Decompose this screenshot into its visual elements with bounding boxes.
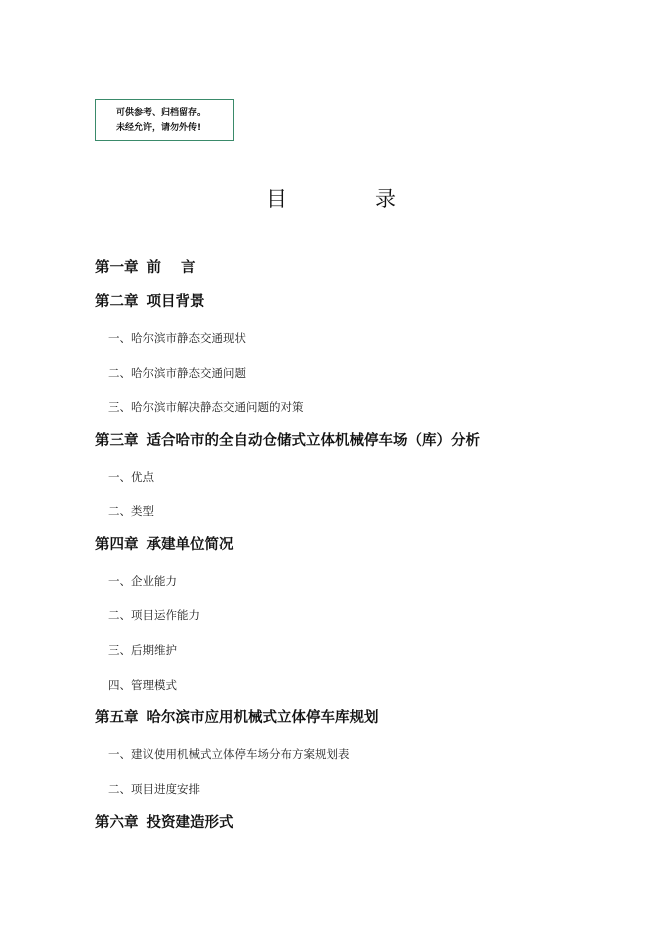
chapter-number: 第四章	[95, 537, 139, 553]
chapter-title: 项目背景	[146, 294, 205, 310]
toc-chapter-3[interactable]	[95, 431, 480, 451]
chapter-title: 投资建造形式	[146, 815, 234, 831]
toc-section-3-2[interactable]: 二、类型	[108, 504, 154, 518]
toc-section-4-3[interactable]: 三、后期维护	[108, 643, 177, 657]
toc-section-5-2[interactable]: 二、项目进度安排	[108, 782, 200, 796]
toc-section-2-2[interactable]: 二、哈尔滨市静态交通问题	[108, 366, 246, 380]
chapter-title: 哈尔滨市应用机械式立体停车库规划	[146, 710, 379, 726]
toc-section-2-1[interactable]: 一、哈尔滨市静态交通现状	[108, 331, 246, 345]
chapter-number: 第二章	[95, 294, 139, 310]
chapter-title-part-a: 前	[146, 260, 161, 276]
toc-section-5-1[interactable]: 一、建议使用机械式立体停车场分布方案规划表	[108, 747, 350, 761]
toc-section-4-1[interactable]: 一、企业能力	[108, 574, 177, 588]
toc-chapter-4[interactable]	[95, 535, 234, 555]
chapter-title-part-b: 言	[181, 260, 196, 276]
toc-chapter-6[interactable]	[95, 813, 234, 833]
chapter-number: 第五章	[95, 710, 139, 726]
toc-chapter-5[interactable]	[95, 708, 379, 728]
notice-line-2: 未经允许，请勿外传!	[116, 123, 202, 133]
toc-chapter-1[interactable]	[95, 258, 196, 278]
notice-box	[95, 99, 234, 141]
toc-section-4-4[interactable]: 四、管理模式	[108, 678, 177, 692]
chapter-number: 第三章	[95, 433, 139, 449]
toc-section-3-1[interactable]: 一、优点	[108, 470, 154, 484]
toc-title-right: 录	[375, 187, 396, 211]
chapter-title: 适合哈市的全自动仓储式立体机械停车场（库）分析	[146, 433, 480, 449]
chapter-number: 第六章	[95, 815, 139, 831]
chapter-title: 承建单位简况	[146, 537, 234, 553]
chapter-number: 第一章	[95, 260, 139, 276]
notice-line-1: 可供参考、归档留存。	[116, 108, 207, 118]
toc-section-4-2[interactable]: 二、项目运作能力	[108, 608, 200, 622]
toc-title-left: 目	[266, 187, 287, 211]
toc-section-2-3[interactable]: 三、哈尔滨市解决静态交通问题的对策	[108, 400, 304, 414]
toc-chapter-2[interactable]	[95, 292, 205, 312]
